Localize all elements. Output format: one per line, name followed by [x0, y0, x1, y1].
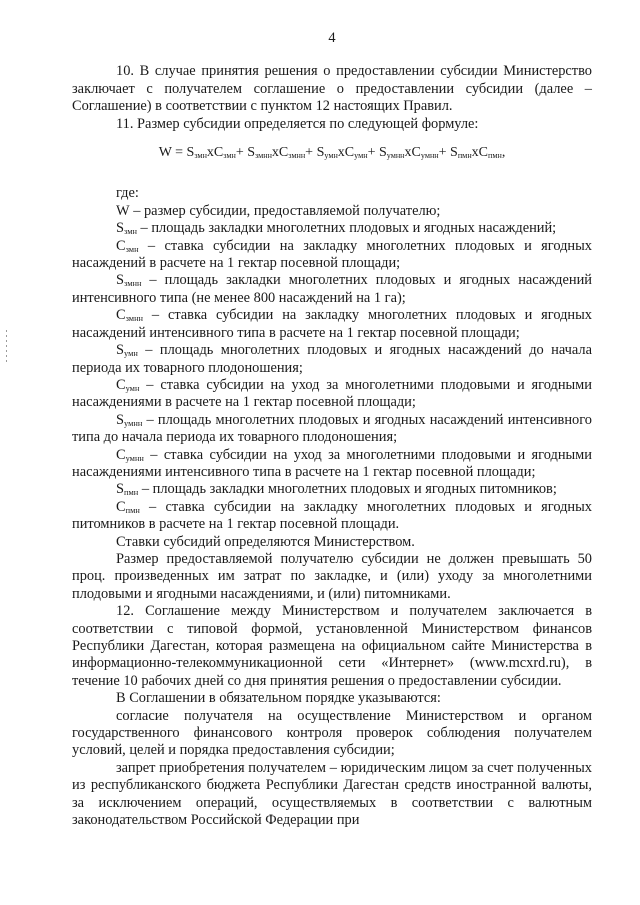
where-label: где:	[116, 185, 139, 202]
paragraph-rates: Ставки субсидий определяются Министерством.	[116, 533, 415, 550]
definition-s-umnn: $S_{умнн}$ – площадь многолетних плодовых и ягодных насаждений интенсивного типа до начала периода их товарного плодоношения;	[72, 411, 592, 446]
definition-c-zmnn: $С_{змнн}$ – ставка субсидии на закладку многолетних плодовых и ягодных насаждений интенсивного типа в расчете на 1 гектар посевной площади;	[72, 307, 592, 341]
paragraph-12: 12. Соглашение между Министерством и получателем заключается в соответствии с типовой формой, установленной Министерством финансов Республики Дагестан, которая размещена на официальном сайте Министерства в информационно-телекоммуникационной сети «Интернет» (www.mcxrd.ru), в течение 10 рабочих дней со дня принятия решения о предоставлении субсидии.	[72, 603, 592, 689]
definition-s-umn: $S_{умн}$ – площадь многолетних плодовых и ягодных насаждений до начала периода их товарного плодоношения;	[72, 342, 592, 376]
paragraph-limit: Размер предоставляемой получателю субсидии не должен превышать 50 проц. произведенных им затрат по закладке, и (или) уходу за многолетними плодовыми и ягодными насаждениями, и (или) питомниками.	[72, 550, 592, 602]
formula-term: $S_{пмн}хС_{пмн}$,	[450, 145, 506, 161]
definition-c-zmn: $С_{змн}$ – ставка субсидии на закладку многолетних плодовых и ягодных насаждений в расчете на 1 гектар посевной площади;	[72, 237, 592, 272]
definition-c-umnn: $С_{умнн}$ – ставка субсидии на уход за многолетними плодовыми и ягодными насаждениями интенсивного типа в расчете на 1 гектар посевной площади;	[72, 446, 592, 480]
formula-term: $S_{змнн}хС_{змнн}+$	[247, 145, 317, 161]
definition-c-umn: $С_{умн}$ – ставка субсидии на уход за многолетними плодовыми и ягодными насаждениями в расчете на 1 гектар посевной площади;	[72, 376, 592, 411]
formula-term: $S_{змн}хС_{змн}+$	[186, 145, 248, 161]
formula-term: $S_{умн}хС_{умн}+$	[316, 145, 379, 161]
paragraph-consent: согласие получателя на осуществление Министерством и органом государственного финансового контроля проверок соблюдения получателем условий, целей и порядка предоставления субсидии;	[72, 707, 592, 759]
paragraph-10: 10. В случае принятия решения о предоставлении субсидии Министерство заключает с получателем соглашение о предоставлении субсидии (далее – Соглашение) в соответствии с пунктом 12 настоящих Правил.	[72, 63, 592, 115]
definition-s-pmn: $S_{пмн}$ – площадь закладки многолетних плодовых и ягодных питомников;	[116, 481, 557, 498]
formula-lhs: W =	[158, 145, 187, 161]
definition-s-zmn: $S_{змн}$ – площадь закладки многолетних плодовых и ягодных насаждений;	[116, 220, 557, 237]
page-number: 4	[328, 30, 336, 46]
definition-s-zmnn: $S_{змнн}$ – площадь закладки многолетних плодовых и ягодных насаждений интенсивного типа (не менее 800 насаждений на 1 га);	[72, 272, 592, 306]
scan-edge-mark	[6, 330, 7, 364]
paragraph-mandatory: В Соглашении в обязательном порядке указываются:	[116, 690, 441, 707]
definition-c-pmn: $С_{пмн}$ – ставка субсидии на закладку многолетних плодовых и ягодных питомников в расчете на 1 гектар посевной площади.	[72, 498, 592, 533]
formula-term: $S_{умнн}хС_{умнн}+$	[378, 145, 451, 161]
subsidy-formula	[72, 144, 592, 161]
paragraph-ban: запрет приобретения получателем – юридическим лицом за счет полученных из республиканского бюджета Республики Дагестан средств иностранной валюты, за исключением операций, осуществляемых в соответствии с валютным законодательством Российской Федерации при	[72, 759, 592, 829]
document-page	[72, 30, 592, 829]
paragraph-11: 11. Размер субсидии определяется по следующей формуле:	[116, 115, 479, 132]
definition-w: W – размер субсидии, предоставляемой получателю;	[116, 202, 441, 219]
